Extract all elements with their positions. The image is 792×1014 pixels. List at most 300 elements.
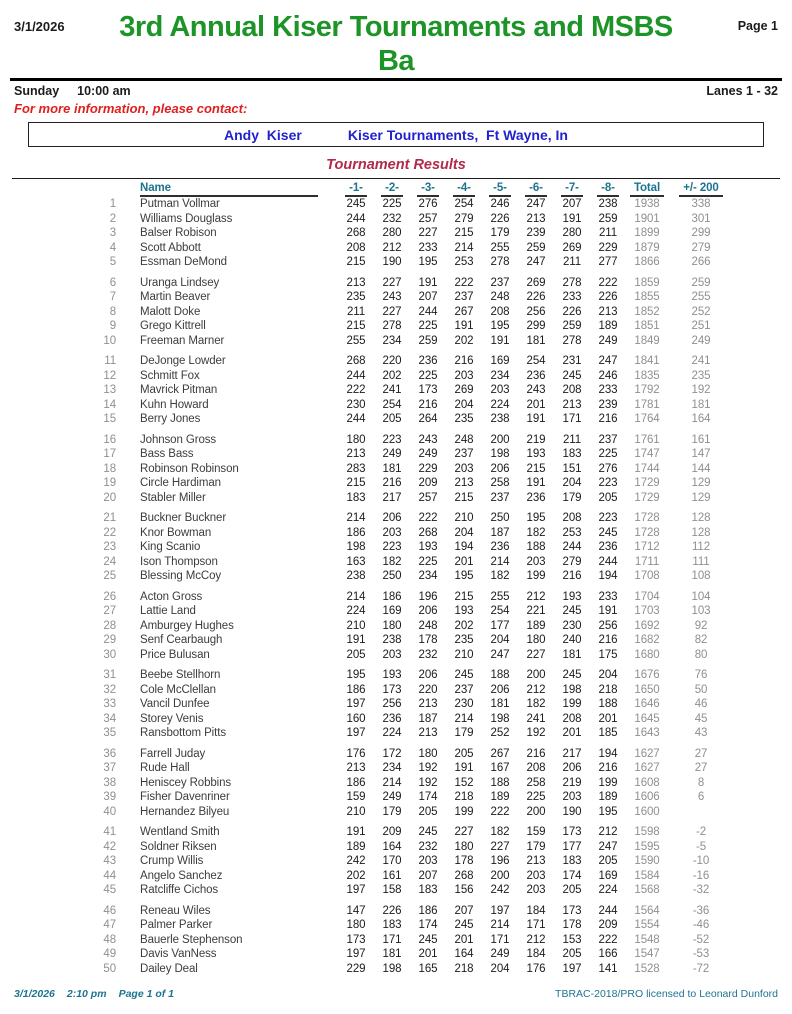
- game-score-cell: 197: [346, 884, 366, 896]
- game-score-cell: 208: [562, 512, 582, 524]
- rank-cell: 46: [103, 904, 116, 917]
- plus-minus-cell: -72: [692, 962, 710, 975]
- game-score-cell: 226: [562, 305, 582, 318]
- game-score-cell: 195: [454, 570, 474, 582]
- game-score-cell: 278: [382, 320, 402, 332]
- game-score-cell: 207: [418, 291, 438, 303]
- plus-minus-cell: -53: [692, 948, 710, 960]
- game-score-cell: 202: [346, 869, 366, 882]
- game-score-cell: 201: [562, 727, 582, 739]
- total-cell: 1676: [634, 669, 660, 681]
- game-score-cell: 216: [382, 477, 402, 489]
- game-score-cell: 213: [346, 276, 366, 289]
- game-score-cell: 183: [382, 919, 402, 931]
- game-score-cell: 221: [526, 605, 546, 617]
- table-row: [88, 697, 734, 712]
- plus-minus-cell: 128: [691, 526, 711, 539]
- game-score-cell: 259: [526, 241, 546, 254]
- game-score-cell: 193: [526, 448, 546, 460]
- game-score-cell: 244: [598, 904, 618, 917]
- game-score-cell: 224: [346, 605, 366, 617]
- game-score-cell: 197: [346, 698, 366, 710]
- game-score-cell: 203: [526, 555, 546, 568]
- game-score-cell: 234: [418, 570, 438, 582]
- total-cell: 1584: [634, 869, 660, 882]
- game-score-cell: 213: [562, 398, 582, 411]
- footer-date: 3/1/2026: [14, 988, 55, 1000]
- game-score-cell: 181: [382, 462, 402, 475]
- total-cell: 1627: [634, 762, 660, 774]
- rank-cell: 20: [103, 491, 116, 504]
- game-score-cell: 225: [526, 791, 546, 803]
- game-score-cell: 236: [526, 369, 546, 382]
- game-score-cell: 230: [562, 619, 582, 632]
- game-score-cell: 147: [346, 904, 366, 917]
- game-score-cell: 177: [490, 619, 510, 632]
- plus-minus-cell: 80: [694, 648, 708, 661]
- game-score-cell: 201: [598, 712, 618, 725]
- game-score-cell: 244: [418, 305, 438, 318]
- game-score-cell: 247: [526, 198, 546, 210]
- plus-minus-cell: 27: [694, 747, 708, 760]
- game-score-cell: 208: [526, 762, 546, 774]
- game-score-cell: 178: [418, 634, 438, 646]
- game-score-cell: 189: [526, 619, 546, 632]
- game-score-cell: 211: [346, 305, 366, 318]
- plus-minus-cell: 249: [691, 334, 711, 347]
- game-score-cell: 176: [346, 747, 366, 760]
- column-header-game-1: -1-: [338, 181, 374, 197]
- game-score-cell: 207: [454, 904, 474, 917]
- game-score-cell: 180: [418, 747, 438, 760]
- game-score-cell: 250: [382, 570, 402, 582]
- name-cell: Circle Hardiman: [140, 477, 221, 489]
- game-score-cell: 207: [418, 869, 438, 882]
- game-score-cell: 165: [418, 962, 438, 975]
- game-score-cell: 156: [454, 884, 474, 896]
- rank-cell: 44: [103, 869, 116, 882]
- game-score-cell: 181: [526, 334, 546, 347]
- game-score-cell: 243: [382, 291, 402, 303]
- total-cell: 1547: [634, 948, 660, 960]
- plus-minus-cell: [668, 805, 734, 820]
- game-score-cell: 264: [418, 413, 438, 425]
- total-cell: 1729: [634, 477, 660, 489]
- plus-minus-cell: 46: [694, 698, 708, 710]
- game-score-cell: 254: [490, 605, 510, 617]
- game-score-cell: 203: [562, 791, 582, 803]
- name-cell: Martin Beaver: [140, 291, 211, 303]
- game-score-cell: 224: [382, 727, 402, 739]
- table-row: [88, 662, 734, 683]
- game-score-cell: 227: [526, 648, 546, 661]
- total-cell: 1781: [634, 398, 660, 411]
- game-score-cell: 212: [526, 683, 546, 696]
- game-score-cell: 248: [418, 619, 438, 632]
- plus-minus-cell: 92: [694, 619, 708, 632]
- game-score-cell: 204: [490, 634, 510, 646]
- game-score-cell: 194: [454, 541, 474, 553]
- game-score-cell: 202: [382, 369, 402, 382]
- name-cell: Stabler Miller: [140, 491, 206, 504]
- game-score-cell: 180: [454, 840, 474, 853]
- game-score-cell: 192: [526, 727, 546, 739]
- name-cell: Senf Cearbaugh: [140, 634, 223, 646]
- game-score-cell: 233: [418, 241, 438, 254]
- game-score-cell: 216: [526, 747, 546, 760]
- column-header-game-5: -5-: [482, 181, 518, 197]
- plus-minus-cell: 338: [691, 198, 711, 210]
- table-row: [88, 648, 734, 663]
- game-score-cell: 205: [382, 413, 402, 425]
- game-score-cell: 179: [382, 805, 402, 818]
- game-score-cell: 191: [490, 334, 510, 347]
- table-row: [88, 462, 734, 477]
- total-cell: 1852: [634, 305, 660, 318]
- plus-minus-cell: 76: [694, 669, 708, 681]
- game-score-cell: 206: [382, 512, 402, 524]
- game-score-cell: 224: [598, 884, 618, 896]
- game-score-cell: 256: [382, 698, 402, 710]
- name-cell: Farrell Juday: [140, 747, 206, 760]
- game-score-cell: 256: [598, 619, 618, 632]
- game-score-cell: 205: [562, 948, 582, 960]
- game-score-cell: 255: [490, 241, 510, 254]
- game-score-cell: 190: [382, 256, 402, 268]
- rank-cell: 40: [103, 805, 116, 818]
- name-cell: Cole McClellan: [140, 683, 216, 696]
- game-score-cell: 230: [454, 698, 474, 710]
- game-score-cell: 193: [382, 669, 402, 681]
- name-cell: Williams Douglass: [140, 212, 233, 225]
- game-score-cell: 236: [598, 541, 618, 553]
- table-row: [88, 712, 734, 727]
- game-score-cell: 247: [526, 256, 546, 268]
- table-row: [88, 619, 734, 634]
- game-score-cell: 219: [562, 776, 582, 789]
- plus-minus-cell: 266: [691, 256, 711, 268]
- table-row: [88, 476, 734, 491]
- rank-cell: 39: [103, 791, 116, 803]
- total-cell: 1901: [634, 212, 660, 225]
- game-score-cell: 245: [418, 826, 438, 838]
- game-score-cell: 239: [598, 398, 618, 411]
- game-score-cell: 179: [526, 840, 546, 853]
- game-score-cell: 215: [346, 477, 366, 489]
- game-score-cell: 229: [346, 962, 366, 975]
- game-score-cell: 244: [562, 541, 582, 553]
- rank-cell: 27: [103, 605, 116, 617]
- name-cell: Kuhn Howard: [140, 398, 209, 411]
- game-score-cell: 195: [598, 805, 618, 818]
- plus-minus-cell: 299: [691, 227, 711, 239]
- game-score-cell: 181: [490, 698, 510, 710]
- game-score-cell: 214: [382, 776, 402, 789]
- game-score-cell: 191: [418, 276, 438, 289]
- game-score-cell: 164: [454, 948, 474, 960]
- total-cell: 1708: [634, 570, 660, 582]
- total-cell: 1851: [634, 320, 660, 332]
- table-row: [88, 604, 734, 619]
- game-score-cell: 192: [418, 776, 438, 789]
- rank-cell: 5: [109, 256, 116, 268]
- table-row: [88, 398, 734, 413]
- name-cell: Davis VanNess: [140, 948, 217, 960]
- total-cell: 1643: [634, 727, 660, 739]
- table-row: [88, 776, 734, 791]
- game-score-cell: 153: [562, 933, 582, 946]
- game-score-cell: 191: [526, 413, 546, 425]
- game-score-cell: 240: [562, 634, 582, 646]
- name-cell: Berry Jones: [140, 413, 201, 425]
- game-score-cell: 186: [346, 776, 366, 789]
- rank-cell: 25: [103, 570, 116, 582]
- divider: [12, 178, 780, 179]
- game-score-cell: 200: [526, 805, 546, 818]
- game-score-cell: 225: [382, 198, 402, 210]
- total-cell: 1841: [634, 355, 660, 367]
- game-score-cell: 254: [454, 198, 474, 210]
- game-score-cell: 184: [526, 904, 546, 917]
- plus-minus-cell: 147: [691, 448, 711, 460]
- game-score-cell: 178: [454, 855, 474, 867]
- total-cell: 1554: [634, 919, 660, 931]
- table-row: [88, 447, 734, 462]
- game-score-cell: 268: [418, 526, 438, 539]
- game-score-cell: 226: [526, 291, 546, 303]
- game-score-cell: 213: [526, 855, 546, 867]
- rank-cell: 49: [103, 948, 116, 960]
- game-score-cell: 235: [454, 634, 474, 646]
- game-score-cell: 226: [490, 212, 510, 225]
- game-score-cell: 276: [418, 198, 438, 210]
- game-score-cell: 234: [490, 369, 510, 382]
- game-score-cell: 201: [454, 933, 474, 946]
- game-score-cell: 257: [418, 491, 438, 504]
- total-cell: 1564: [634, 904, 660, 917]
- table-row: [88, 319, 734, 334]
- game-score-cell: 249: [382, 791, 402, 803]
- game-score-cell: 269: [454, 384, 474, 396]
- plus-minus-cell: 8: [697, 776, 705, 789]
- game-score-cell: 206: [562, 762, 582, 774]
- name-cell: Knor Bowman: [140, 526, 212, 539]
- game-score-cell: 278: [562, 334, 582, 347]
- game-score-cell: 179: [490, 227, 510, 239]
- table-row: [88, 369, 734, 384]
- game-score-cell: 183: [346, 491, 366, 504]
- rank-cell: 12: [103, 369, 116, 382]
- table-row: [88, 918, 734, 933]
- game-score-cell: 193: [562, 590, 582, 603]
- game-score-cell: 181: [562, 648, 582, 661]
- game-score-cell: 215: [346, 256, 366, 268]
- name-cell: Palmer Parker: [140, 919, 213, 931]
- table-row: [88, 270, 734, 291]
- footer-page-info: Page 1 of 1: [118, 988, 175, 1000]
- game-score-cell: 245: [346, 198, 366, 210]
- total-cell: 1899: [634, 227, 660, 239]
- game-score-cell: 229: [418, 462, 438, 475]
- section-title: Tournament Results: [326, 157, 466, 173]
- game-score-cell: 218: [454, 962, 474, 975]
- game-score-cell: 255: [490, 590, 510, 603]
- column-header-pm: +/- 200: [668, 181, 734, 197]
- game-score-cell: 205: [598, 855, 618, 867]
- game-score-cell: 222: [598, 933, 618, 946]
- name-cell: Blessing McCoy: [140, 570, 222, 582]
- game-score-cell: 191: [346, 826, 366, 838]
- name-cell: Storey Venis: [140, 712, 204, 725]
- game-score-cell: 237: [598, 433, 618, 446]
- rank-cell: 15: [103, 413, 116, 425]
- game-score-cell: 247: [598, 355, 618, 367]
- game-score-cell: 210: [454, 648, 474, 661]
- game-score-cell: 173: [346, 933, 366, 946]
- game-score-cell: 189: [598, 320, 618, 332]
- game-score-cell: 152: [454, 776, 474, 789]
- rank-cell: 28: [103, 619, 116, 632]
- game-score-cell: 219: [526, 433, 546, 446]
- game-score-cell: 237: [490, 276, 510, 289]
- game-score-cell: 242: [346, 855, 366, 867]
- table-row: [88, 790, 734, 805]
- table-row: [88, 584, 734, 605]
- game-score-cell: 214: [454, 241, 474, 254]
- session-time: 10:00 am: [77, 84, 131, 98]
- column-header-name: Name: [120, 181, 338, 197]
- plus-minus-cell: 112: [691, 541, 711, 553]
- name-cell: DeJonge Lowder: [140, 355, 226, 367]
- name-cell: Fisher Davenriner: [140, 791, 230, 803]
- game-score-cell: 238: [346, 570, 366, 582]
- game-score-cell: 248: [454, 433, 474, 446]
- total-cell: 1855: [634, 291, 660, 303]
- game-score-cell: 201: [418, 948, 438, 960]
- game-score-cell: 213: [454, 477, 474, 489]
- total-cell: 1528: [634, 962, 660, 975]
- total-cell: 1728: [634, 512, 660, 524]
- plus-minus-cell: 192: [691, 384, 711, 396]
- game-score-cell: 215: [454, 227, 474, 239]
- plus-minus-cell: -2: [695, 826, 707, 838]
- game-score-cell: 206: [418, 605, 438, 617]
- game-score-cell: 254: [526, 355, 546, 367]
- game-score-cell: 195: [526, 512, 546, 524]
- game-score-cell: 169: [598, 869, 618, 882]
- game-score-cell: 252: [490, 727, 510, 739]
- game-score-cell: 277: [598, 256, 618, 268]
- table-row: [88, 962, 734, 977]
- game-score-cell: 184: [526, 948, 546, 960]
- plus-minus-cell: -10: [692, 855, 710, 867]
- game-score-cell: 223: [382, 433, 402, 446]
- report-date: 3/1/2026: [14, 19, 65, 34]
- game-score-cell: 213: [346, 762, 366, 774]
- total-cell: 1645: [634, 712, 660, 725]
- name-cell: Bauerle Stephenson: [140, 933, 243, 946]
- plus-minus-cell: 252: [691, 305, 711, 318]
- game-score-cell: 213: [346, 448, 366, 460]
- game-score-cell: 203: [418, 855, 438, 867]
- rank-column-header: [88, 181, 120, 197]
- game-score-cell: 175: [598, 648, 618, 661]
- game-score-cell: 199: [562, 698, 582, 710]
- footer-left: [14, 988, 186, 1000]
- game-score-cell: 171: [526, 919, 546, 931]
- game-score-cell: 208: [346, 241, 366, 254]
- plus-minus-cell: 241: [691, 355, 711, 367]
- game-score-cell: 196: [418, 590, 438, 603]
- game-score-cell: 159: [346, 791, 366, 803]
- game-score-cell: 198: [490, 712, 510, 725]
- game-score-cell: 213: [418, 698, 438, 710]
- rank-cell: 33: [103, 698, 116, 710]
- game-score-cell: 234: [382, 762, 402, 774]
- game-score-cell: 211: [562, 256, 582, 268]
- game-score-cell: 247: [490, 648, 510, 661]
- rank-cell: 29: [103, 634, 116, 646]
- game-score-cell: 237: [490, 491, 510, 504]
- game-score-cell: 211: [562, 433, 582, 446]
- game-score-cell: 258: [490, 477, 510, 489]
- table-row: [88, 819, 734, 840]
- game-score-cell: 180: [382, 619, 402, 632]
- game-score-cell: 213: [418, 727, 438, 739]
- name-cell: Soldner Riksen: [140, 840, 217, 853]
- game-score-cell: 227: [418, 227, 438, 239]
- rank-cell: 37: [103, 762, 116, 774]
- game-score-cell: 269: [562, 241, 582, 254]
- game-score-cell: 244: [346, 369, 366, 382]
- game-score-cell: 245: [562, 605, 582, 617]
- game-score-cell: 203: [526, 869, 546, 882]
- game-score-cell: 193: [418, 541, 438, 553]
- table-row: [88, 683, 734, 698]
- game-score-cell: 237: [454, 683, 474, 696]
- rank-cell: 48: [103, 933, 116, 946]
- game-score-cell: 258: [526, 776, 546, 789]
- name-cell: Hernandez Bilyeu: [140, 805, 230, 818]
- total-cell: 1711: [634, 555, 660, 568]
- game-score-cell: 178: [562, 919, 582, 931]
- game-score-cell: 225: [598, 448, 618, 460]
- plus-minus-cell: 161: [691, 433, 711, 446]
- game-score-cell: 200: [490, 433, 510, 446]
- game-score-cell: 180: [526, 634, 546, 646]
- game-score-cell: 233: [598, 590, 618, 603]
- game-score-cell: 250: [490, 512, 510, 524]
- game-score-cell: 232: [418, 648, 438, 661]
- report-footer: [14, 988, 778, 1000]
- game-score-cell: 174: [562, 869, 582, 882]
- game-score-cell: 207: [562, 198, 582, 210]
- rank-cell: 31: [103, 669, 116, 681]
- game-score-cell: 190: [562, 805, 582, 818]
- rank-cell: 23: [103, 541, 116, 553]
- game-score-cell: 209: [418, 477, 438, 489]
- game-score-cell: 280: [382, 227, 402, 239]
- game-score-cell: 208: [490, 305, 510, 318]
- game-score-cell: 245: [454, 669, 474, 681]
- rank-cell: 4: [109, 241, 116, 254]
- game-score-cell: 246: [490, 198, 510, 210]
- game-score-cell: 199: [598, 776, 618, 789]
- game-score-cell: 231: [562, 355, 582, 367]
- game-score-cell: 183: [418, 884, 438, 896]
- table-row: [88, 526, 734, 541]
- name-cell: Scott Abbott: [140, 241, 201, 254]
